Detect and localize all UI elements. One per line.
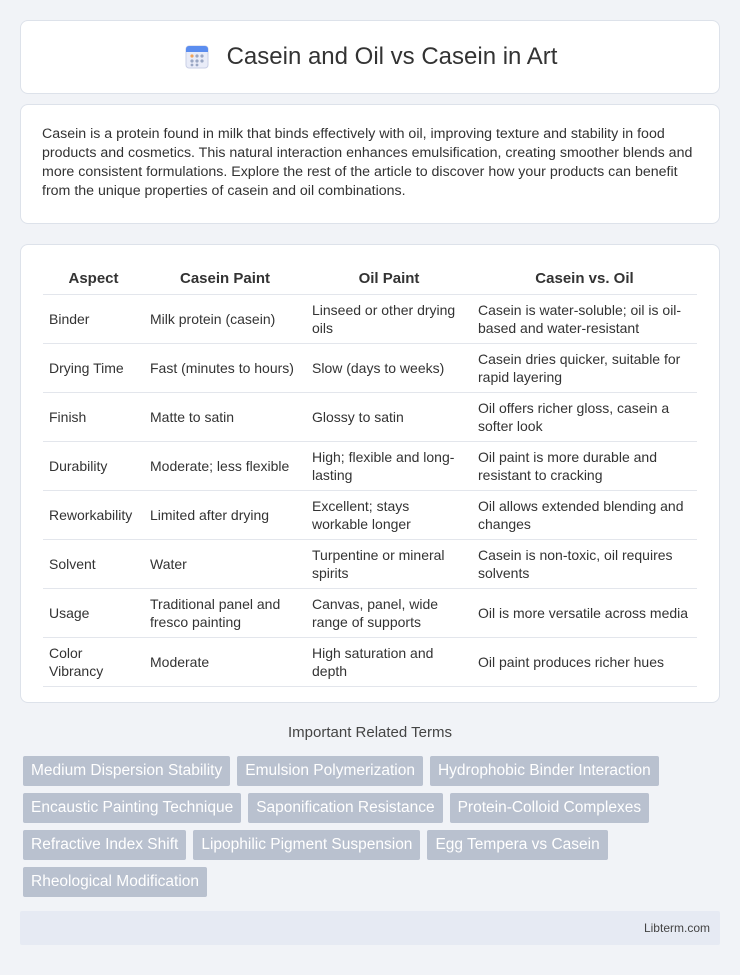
table-cell: High saturation and depth (306, 637, 472, 686)
related-terms-title: Important Related Terms (288, 724, 452, 741)
footer-brand-link[interactable]: Libterm.com (643, 921, 710, 935)
table-cell: Oil is more versatile across media (472, 588, 697, 637)
table-row (43, 441, 697, 490)
table-cell: Drying Time (43, 343, 144, 392)
related-term-tag[interactable]: Encaustic Painting Technique (23, 793, 241, 823)
related-term-tag[interactable]: Protein-Colloid Complexes (450, 793, 650, 823)
table-cell: Excellent; stays workable longer (306, 490, 472, 539)
table-cell: Moderate; less flexible (144, 441, 306, 490)
table-cell: Casein is non-toxic, oil requires solvents (472, 539, 697, 588)
table-cell: Oil allows extended blending and changes (472, 490, 697, 539)
related-term-tag[interactable]: Emulsion Polymerization (237, 756, 423, 786)
table-cell: Oil paint produces richer hues (472, 637, 697, 686)
column-header-oil-paint: Oil Paint (306, 264, 472, 294)
table-cell: Linseed or other drying oils (306, 294, 472, 343)
table-cell: Water (144, 539, 306, 588)
table-cell: Oil offers richer gloss, casein a softer look (472, 392, 697, 441)
footer (20, 911, 720, 945)
table-cell: Oil paint is more durable and resistant to cracking (472, 441, 697, 490)
intro-card (20, 104, 720, 224)
table-row (43, 294, 697, 343)
table-cell: Usage (43, 588, 144, 637)
table-cell: Reworkability (43, 490, 144, 539)
table-cell: Finish (43, 392, 144, 441)
table-cell: Solvent (43, 539, 144, 588)
comparison-table-card (20, 244, 720, 703)
related-term-tag[interactable]: Egg Tempera vs Casein (427, 830, 607, 860)
column-header-casein-vs-oil: Casein vs. Oil (472, 264, 697, 294)
intro-text: Casein is a protein found in milk that binds effectively with oil, improving texture and stability in food products and cosmetics. This natural interaction enhances emulsification, creating smoother blends and more consistent formulations. Explore the rest of the article to discover how your products can benefit from the unique properties of casein and oil combinations. (42, 126, 693, 199)
header-card (20, 20, 720, 94)
column-header-casein-paint: Casein Paint (144, 264, 306, 294)
table-cell: Glossy to satin (306, 392, 472, 441)
column-header-aspect: Aspect (43, 264, 144, 294)
related-term-tag[interactable]: Medium Dispersion Stability (23, 756, 230, 786)
table-cell: Slow (days to weeks) (306, 343, 472, 392)
table-cell: Casein dries quicker, suitable for rapid layering (472, 343, 697, 392)
table-row (43, 490, 697, 539)
related-term-tag[interactable]: Saponification Resistance (248, 793, 442, 823)
table-cell: High; flexible and long-lasting (306, 441, 472, 490)
table-cell: Matte to satin (144, 392, 306, 441)
table-cell: Milk protein (casein) (144, 294, 306, 343)
table-row (43, 392, 697, 441)
related-term-tag[interactable]: Rheological Modification (23, 867, 207, 897)
table-row (43, 539, 697, 588)
table-row (43, 637, 697, 686)
table-cell: Moderate (144, 637, 306, 686)
table-cell: Turpentine or mineral spirits (306, 539, 472, 588)
table-cell: Binder (43, 294, 144, 343)
document-icon (183, 43, 211, 71)
table-cell: Durability (43, 441, 144, 490)
table-cell: Canvas, panel, wide range of supports (306, 588, 472, 637)
table-cell: Casein is water-soluble; oil is oil-based and water-resistant (472, 294, 697, 343)
related-term-tag[interactable]: Hydrophobic Binder Interaction (430, 756, 659, 786)
table-cell: Traditional panel and fresco painting (144, 588, 306, 637)
table-cell: Fast (minutes to hours) (144, 343, 306, 392)
related-terms-list (23, 756, 723, 897)
table-row (43, 588, 697, 637)
table-row (43, 343, 697, 392)
related-term-tag[interactable]: Refractive Index Shift (23, 830, 186, 860)
page-title: Casein and Oil vs Casein in Art (226, 43, 558, 70)
comparison-table (43, 264, 697, 687)
table-cell: Color Vibrancy (43, 637, 144, 686)
table-cell: Limited after drying (144, 490, 306, 539)
table-header-row (43, 264, 697, 294)
related-term-tag[interactable]: Lipophilic Pigment Suspension (193, 830, 420, 860)
